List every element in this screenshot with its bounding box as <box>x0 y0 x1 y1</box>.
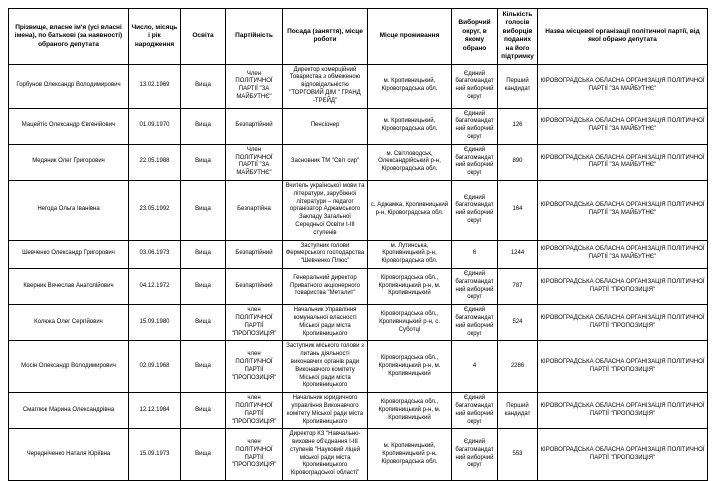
column-header-residence: Місце проживання <box>368 9 452 65</box>
table-cell: Член ПОЛІТИЧНОЇ ПАРТІЇ "ЗА МАЙБУТНЄ" <box>226 144 283 180</box>
table-cell: Єдиний багатомандатний виборчий округ <box>452 180 498 240</box>
table-cell: Пенсіонер <box>283 108 368 144</box>
table-cell: Заступник міського голови з питань діяльності виконавчих органів ради Виконавчого комітету Міської ради міста Кропивницького <box>283 341 368 393</box>
table-cell: 12.12.1984 <box>129 393 181 429</box>
table-cell: Вища <box>181 429 226 481</box>
table-cell: КІРОВОГРАДСЬКА ОБЛАСНА ОРГАНІЗАЦІЯ ПОЛІТИЧНОЇ ПАРТІЇ "ПРОПОЗИЦІЯ" <box>538 393 708 429</box>
column-header-name: Прізвище, власне ім'я (усі власні імена), по батькові (за наявності) обраного депутата <box>9 9 129 65</box>
table-cell: 03.06.1973 <box>129 240 181 268</box>
table-cell: Єдиний багатомандатний виборчий округ <box>452 429 498 481</box>
deputies-table <box>8 8 708 481</box>
table-cell: Кіровоградська обл., Кропивницький р-н, с. Суботці <box>368 305 452 341</box>
table-cell: член ПОЛІТИЧНОЇ ПАРТІЇ "ПРОПОЗИЦІЯ" <box>226 341 283 393</box>
table-cell: Мацейтіс Олександр Євгенійович <box>9 108 129 144</box>
table-cell: Горбунов Олександр Володимирович <box>9 64 129 108</box>
table-cell: 890 <box>498 144 538 180</box>
table-cell: Перший кандидат <box>498 64 538 108</box>
table-cell: м. Лутинська, Кропивницький р-н, Кіровоградська обл. <box>368 240 452 268</box>
table-cell: 15.09.1973 <box>129 429 181 481</box>
table-cell: КІРОВОГРАДСЬКА ОБЛАСНА ОРГАНІЗАЦІЯ ПОЛІТИЧНОЇ ПАРТІЇ "ПРОПОЗИЦІЯ" <box>538 429 708 481</box>
table-cell: Чередніченко Наталя Юріївна <box>9 429 129 481</box>
table-cell: 2286 <box>498 341 538 393</box>
table-cell: Вища <box>181 305 226 341</box>
table-cell: Колюка Олег Сергійович <box>9 305 129 341</box>
table-cell: член ПОЛІТИЧНОЇ ПАРТІЇ "ПРОПОЗИЦІЯ" <box>226 393 283 429</box>
table-cell: Кіровоградська обл., Кропивницький р-н, м. Кропивницький <box>368 341 452 393</box>
table-cell: Негода Ольга Іванівна <box>9 180 129 240</box>
table-row <box>9 268 708 304</box>
table-cell: Вища <box>181 64 226 108</box>
table-cell: КІРОВОГРАДСЬКА ОБЛАСНА ОРГАНІЗАЦІЯ ПОЛІТИЧНОЇ ПАРТІЇ "ЗА МАЙБУТНЄ" <box>538 144 708 180</box>
table-cell: член ПОЛІТИЧНОЇ ПАРТІЇ "ПРОПОЗИЦІЯ" <box>226 429 283 481</box>
table-cell: Єдиний багатомандатний виборчий округ <box>452 64 498 108</box>
column-header-party-membership: Партійність <box>226 9 283 65</box>
table-cell: 4 <box>452 341 498 393</box>
table-cell: Вища <box>181 144 226 180</box>
table-cell: 01.09.1970 <box>129 108 181 144</box>
table-row <box>9 108 708 144</box>
table-header <box>9 9 708 65</box>
table-cell: Вища <box>181 393 226 429</box>
table-cell: Начальник юридичного управління Виконавчого комітету Міської ради міста Кропивницького <box>283 393 368 429</box>
table-cell: 524 <box>498 305 538 341</box>
table-cell: Безпартійна <box>226 180 283 240</box>
table-cell: Вища <box>181 341 226 393</box>
table-cell: Директор КЗ "Навчально-виховне об'єднання І-ІІІ ступенів "Науковий ліцей міської ради міста Кропивницького Кіровоградської області" <box>283 429 368 481</box>
column-header-birthdate: Число, місяць і рік народження <box>129 9 181 65</box>
table-cell: КІРОВОГРАДСЬКА ОБЛАСНА ОРГАНІЗАЦІЯ ПОЛІТИЧНОЇ ПАРТІЇ "ПРОПОЗИЦІЯ" <box>538 341 708 393</box>
table-cell: Шевченко Олександр Григорович <box>9 240 129 268</box>
table-cell: 164 <box>498 180 538 240</box>
table-cell: Єдиний багатомандатний виборчий округ <box>452 393 498 429</box>
table-cell: Вища <box>181 108 226 144</box>
table-cell: м. Кропивницький, Кіровоградська обл. <box>368 108 452 144</box>
deputies-table-body <box>9 64 708 480</box>
table-cell: Єдиний багатомандатний виборчий округ <box>452 144 498 180</box>
table-cell: 13.02.1969 <box>129 64 181 108</box>
table-cell: 15.09.1980 <box>129 305 181 341</box>
table-cell: Генеральний директор Приватного акціонерного товариства "Металит" <box>283 268 368 304</box>
table-cell: м. Кропивницький, Кіровоградська обл. <box>368 64 452 108</box>
column-header-electoral-district: Виборчий округ, в якому обрано <box>452 9 498 65</box>
table-cell: 126 <box>498 108 538 144</box>
table-cell: 6 <box>452 240 498 268</box>
table-cell: Директор комерційний Товариства з обмеженою відповідальністю "ТОРГОВИЙ ДІМ " ГРАНД -ТРЕЙД" <box>283 64 368 108</box>
table-cell: Медяник Олег Григорович <box>9 144 129 180</box>
table-header-row <box>9 9 708 65</box>
table-cell: 22.05.1988 <box>129 144 181 180</box>
table-cell: Безпартійний <box>226 240 283 268</box>
table-cell: Перший кандидат <box>498 393 538 429</box>
table-cell: Єдиний багатомандатний виборчий округ <box>452 108 498 144</box>
table-cell: с. Аджамка, Кропивницький р-н, Кіровоградська обл. <box>368 180 452 240</box>
table-cell: Кіровоградська обл., Кропивницький р-н, м. Кропивницький <box>368 268 452 304</box>
table-cell: КІРОВОГРАДСЬКА ОБЛАСНА ОРГАНІЗАЦІЯ ПОЛІТИЧНОЇ ПАРТІЇ "ПРОПОЗИЦІЯ" <box>538 305 708 341</box>
table-cell: Кверник Вячеслав Анатолійович <box>9 268 129 304</box>
table-cell: Заступник голови Фермерського господарства "Шевченко Плюс" <box>283 240 368 268</box>
table-cell: 1244 <box>498 240 538 268</box>
table-row <box>9 180 708 240</box>
table-row <box>9 341 708 393</box>
table-cell: м. Світловодськ, Олександрійський р-н, Кіровоградська обл. <box>368 144 452 180</box>
table-cell: Начальник Управління комунальної власності Міської ради міста Кропивницького <box>283 305 368 341</box>
table-row <box>9 64 708 108</box>
table-row <box>9 393 708 429</box>
table-cell: Безпартійний <box>226 268 283 304</box>
table-cell: КІРОВОГРАДСЬКА ОБЛАСНА ОРГАНІЗАЦІЯ ПОЛІТИЧНОЇ ПАРТІЇ "ПРОПОЗИЦІЯ" <box>538 268 708 304</box>
table-cell: Вища <box>181 240 226 268</box>
column-header-votes: Кількість голосів виборців поданих на його підтримку <box>498 9 538 65</box>
table-cell: Член ПОЛІТИЧНОЇ ПАРТІЇ "ЗА МАЙБУТНЄ" <box>226 64 283 108</box>
table-cell: КІРОВОГРАДСЬКА ОБЛАСНА ОРГАНІЗАЦІЯ ПОЛІТИЧНОЇ ПАРТІЇ "ЗА МАЙБУТНЄ" <box>538 180 708 240</box>
table-cell: Кіровоградська обл., Кропивницький р-н, м. Кропивницький <box>368 393 452 429</box>
table-cell: член ПОЛІТИЧНОЇ ПАРТІЇ "ПРОПОЗИЦІЯ" <box>226 305 283 341</box>
table-cell: КІРОВОГРАДСЬКА ОБЛАСНА ОРГАНІЗАЦІЯ ПОЛІТИЧНОЇ ПАРТІЇ "ЗА МАЙБУТНЄ" <box>538 240 708 268</box>
table-cell: Вчитель української мови та літератури, зарубіжної літератури – педагог організатор Аджамського Закладу Загальної Середньої Освіти І-ІІІ ступенів <box>283 180 368 240</box>
table-cell: 23.05.1992 <box>129 180 181 240</box>
table-cell: КІРОВОГРАДСЬКА ОБЛАСНА ОРГАНІЗАЦІЯ ПОЛІТИЧНОЇ ПАРТІЇ "ЗА МАЙБУТНЄ" <box>538 64 708 108</box>
table-cell: Єдиний багатомандатний виборчий округ <box>452 268 498 304</box>
column-header-party-organization: Назва місцевої організації політичної партії, від якої обрано депутата <box>538 9 708 65</box>
table-cell: 02.09.1968 <box>129 341 181 393</box>
table-cell: Вища <box>181 180 226 240</box>
column-header-position: Посада (заняття), місце роботи <box>283 9 368 65</box>
table-row <box>9 144 708 180</box>
table-cell: Мосін Олександр Володимирович <box>9 341 129 393</box>
table-cell: 04.12.1972 <box>129 268 181 304</box>
table-cell: Безпартійний <box>226 108 283 144</box>
table-row <box>9 429 708 481</box>
table-cell: КІРОВОГРАДСЬКА ОБЛАСНА ОРГАНІЗАЦІЯ ПОЛІТИЧНОЇ ПАРТІЇ "ЗА МАЙБУТНЄ" <box>538 108 708 144</box>
table-row <box>9 305 708 341</box>
table-cell: Засновник ТМ "Світ сир" <box>283 144 368 180</box>
table-cell: Єдиний багатомандатний виборчий округ <box>452 305 498 341</box>
table-cell: 787 <box>498 268 538 304</box>
column-header-education: Освіта <box>181 9 226 65</box>
table-cell: Вища <box>181 268 226 304</box>
table-row <box>9 240 708 268</box>
table-cell: Смаглюк Марина Олександрівна <box>9 393 129 429</box>
table-cell: 553 <box>498 429 538 481</box>
table-cell: м. Кропивницький, Кропивницький р-н, Кіровоградська обл. <box>368 429 452 481</box>
